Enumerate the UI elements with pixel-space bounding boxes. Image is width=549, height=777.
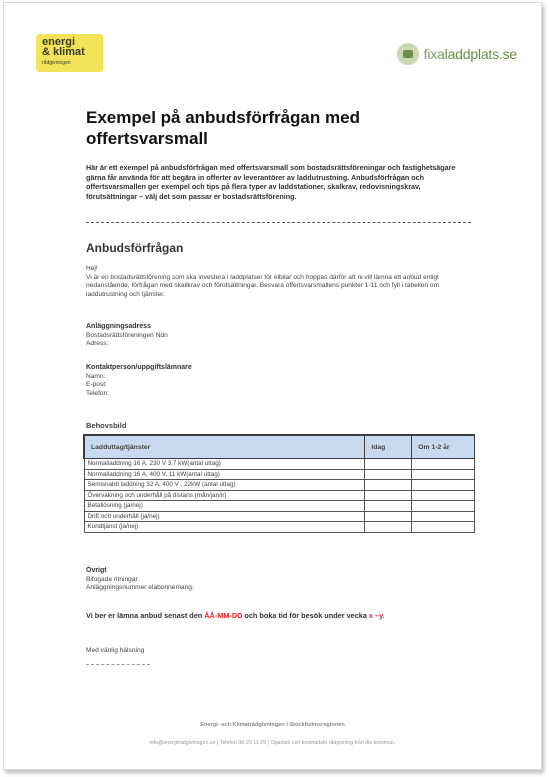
contact-name: Namn: <box>86 372 106 380</box>
other-heading: Övrigt <box>86 567 107 574</box>
facility-line: Bostadsrättsföreningen Ndn <box>86 331 168 339</box>
energi-klimat-logo: energi & klimat rådgivningen <box>36 34 103 72</box>
footer-org: Energi- och Klimatrådgivningen i Stockholmsregionen <box>200 722 345 728</box>
table-row: Normalladdning 16 A, 230 V 3,7 kW(antal uttag) <box>84 459 475 470</box>
table-row: Drift och underhåll (ja/nej) <box>84 511 475 522</box>
closing-text: Med vänlig hälsning <box>86 647 145 654</box>
facility-heading: Anläggningsadress <box>86 323 151 330</box>
table-header: Ladduttag/tjänster <box>84 435 365 459</box>
table-row: Normalladdning 16 A, 400 V, 11 kW(antal uttag) <box>84 469 475 480</box>
deadline-text: Vi ber er lämna anbud senast den ÅÅ-MM-DD och boka tid för besök under vecka x –y. <box>86 611 385 620</box>
contact-block <box>86 364 476 398</box>
page-title: Exempel på anbudsförfrågan med offertsvarsmall <box>86 108 360 148</box>
table-row: Betallösning (ja/nej) <box>84 501 475 512</box>
plug-icon <box>397 43 419 65</box>
table-header-row <box>84 435 475 459</box>
document-page <box>3 2 542 770</box>
intro-paragraph: Här är ett exempel på anbudsförfrågan med offertsvarsmall som bostadsrättsföreningar och fastighetsägare gärna får använda för att begära in offerter av leverantörer av laddutrustning. Anbudsförfrågan och offertsvarsmallen ger exempel och tips på flera typer av laddstationer, skalkrav, redovisningskrav, förutsättningar – välj det som passar er bostadsrättsförening. <box>86 163 456 201</box>
table-row: Semisnabb laddning 32 A, 400 V , 22kW (antal uttag) <box>84 480 475 491</box>
contact-heading: Kontaktperson/uppgiftslämnare <box>86 364 192 371</box>
needs-heading: Behovsbild <box>86 421 127 430</box>
facility-block <box>86 323 476 349</box>
other-block <box>86 567 476 593</box>
contact-phone: Telefon: <box>86 389 110 397</box>
greeting: Hej! <box>86 265 98 272</box>
body-text: Vi är en bostadsrättsförening som ska investera i laddplatser för elbilar och hoppas därför att ni vill lämna ett anbud enligt nedanstående, förfrågan med skallkrav och förutsättningar. Besvara offertsvarsmallens punkter 1-11 och fyll i tabellen om laddutrustning och tjänster. <box>86 273 440 298</box>
divider <box>86 222 471 223</box>
requirements-table <box>83 434 475 533</box>
signature-line <box>86 664 150 665</box>
request-body <box>86 265 476 299</box>
contact-email: E-post: <box>86 381 107 389</box>
section-heading: Anbudsförfrågan <box>86 241 184 255</box>
deadline-date: ÅÅ-MM-DD <box>204 611 243 620</box>
table-row: Kundtjänst (ja/nej) <box>84 522 475 533</box>
footer-contact: info@energiradgivningen.se | Telefon 08-29 11 29 | Opartisk och kostnadsfri rådgivning från din kommun. <box>149 740 396 746</box>
table-header: Om 1-2 år <box>412 435 475 459</box>
table-header: Idag <box>365 435 412 459</box>
table-row: Övervakning och underhåll på distans (mån/jan/ir) <box>84 490 475 501</box>
facility-line: Adress: <box>86 340 109 348</box>
deadline-week: x –y. <box>368 611 385 620</box>
fixaladdplats-logo: fixaladdplats.se <box>397 41 517 67</box>
other-line: Anläggningsnummer elabonnemang: <box>86 584 194 592</box>
other-line: Bifogade ritningar <box>86 575 138 583</box>
